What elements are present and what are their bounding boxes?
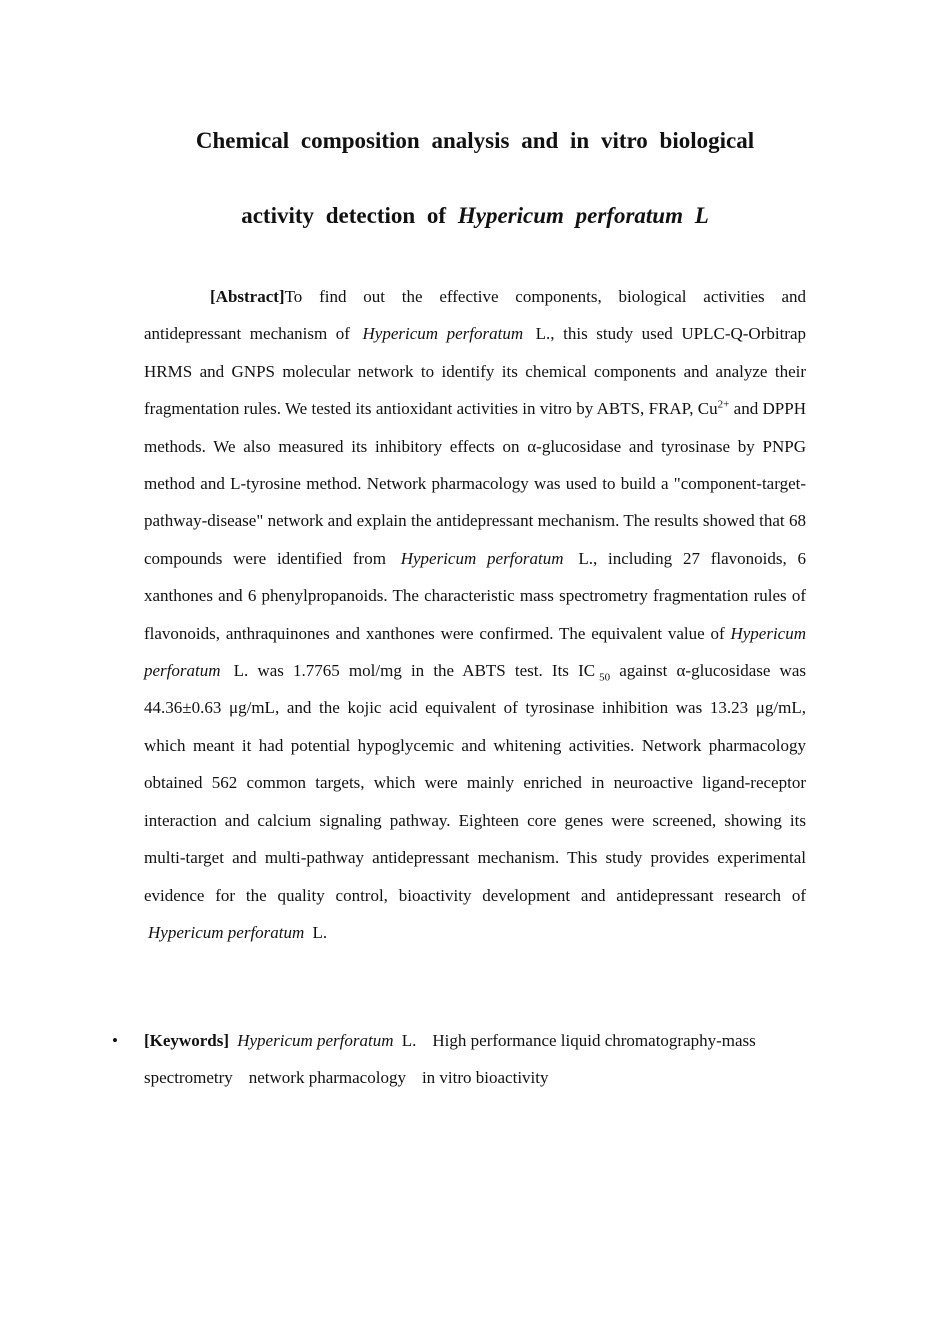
ic-subscript: 50: [599, 671, 611, 684]
keyword-2: network pharmacology: [248, 1068, 406, 1088]
species-name-3: Hypericum perforatum: [144, 623, 806, 681]
species-name-2: Hypericum perforatum: [400, 548, 564, 568]
abstract-label: [Abstract]: [210, 287, 285, 306]
abstract-text-3: and DPPH methods. We also measured its inhibitory effects on α-glucosidase and tyrosinase by PNPG method and L-tyrosine method. Network pharmacology was used to build a "component-target-pathway-disease" network and explain the antidepressant mechanism. The results showed that 68 compounds were identified from: [144, 399, 806, 568]
abstract-paragraph: [144, 278, 806, 951]
abstract-text-5: L. was 1.7765 mol/mg in the ABTS test. Its IC: [233, 661, 596, 681]
abstract-text-7: L.: [312, 922, 328, 942]
keyword-species-suffix: L.: [401, 1031, 417, 1050]
title-line-1: Chemical composition analysis and in vitro biological: [195, 128, 755, 153]
keyword-1: High performance liquid chromatography-mass spectrometry: [144, 1031, 756, 1088]
keyword-3: in vitro bioactivity: [421, 1068, 549, 1088]
title-line-2: [144, 202, 806, 230]
abstract-text-1: To find out the effective components, biological activities and antidepressant mechanism of: [144, 287, 806, 344]
cu-superscript: 2+: [717, 398, 730, 411]
keywords-label: [Keywords]: [144, 1031, 229, 1050]
keyword-species: Hypericum perforatum: [237, 1031, 394, 1050]
species-name-1: Hypericum perforatum: [362, 324, 524, 344]
abstract-text-2: L., this study used UPLC-Q-Orbitrap HRMS and GNPS molecular network to identify its chemical components and analyze their fragmentation rules. We tested its antioxidant activities in vitro by ABTS, FRAP, Cu: [144, 324, 807, 419]
species-name-4: Hypericum perforatum: [148, 922, 305, 942]
abstract-text-4: L., including 27 flavonoids, 6 xanthones and 6 phenylpropanoids. The characteristic mass spectrometry fragmentation rules of flavonoids, anthraquinones and xanthones were confirmed. The equivalent value of: [144, 548, 807, 643]
keywords-paragraph: [144, 1022, 806, 1097]
abstract-text-6: against α-glucosidase was 44.36±0.63 μg/mL, and the kojic acid equivalent of tyrosinase inhibition was 13.23 μg/mL, which meant it had potential hypoglycemic and whitening activities. Network pharmacology obtained 562 common targets, which were mainly enriched in neuroactive ligand-receptor interaction and calcium signaling pathway. Eighteen core genes were screened, showing its multi-target and multi-pathway antidepressant mechanism. This study provides experimental evidence for the quality control, bioactivity development and antidepressant research of: [144, 661, 806, 905]
keywords-bullet: •: [112, 1031, 118, 1050]
title-species: Hypericum perforatum L: [457, 203, 709, 228]
title-prefix: activity detection of: [241, 203, 458, 228]
